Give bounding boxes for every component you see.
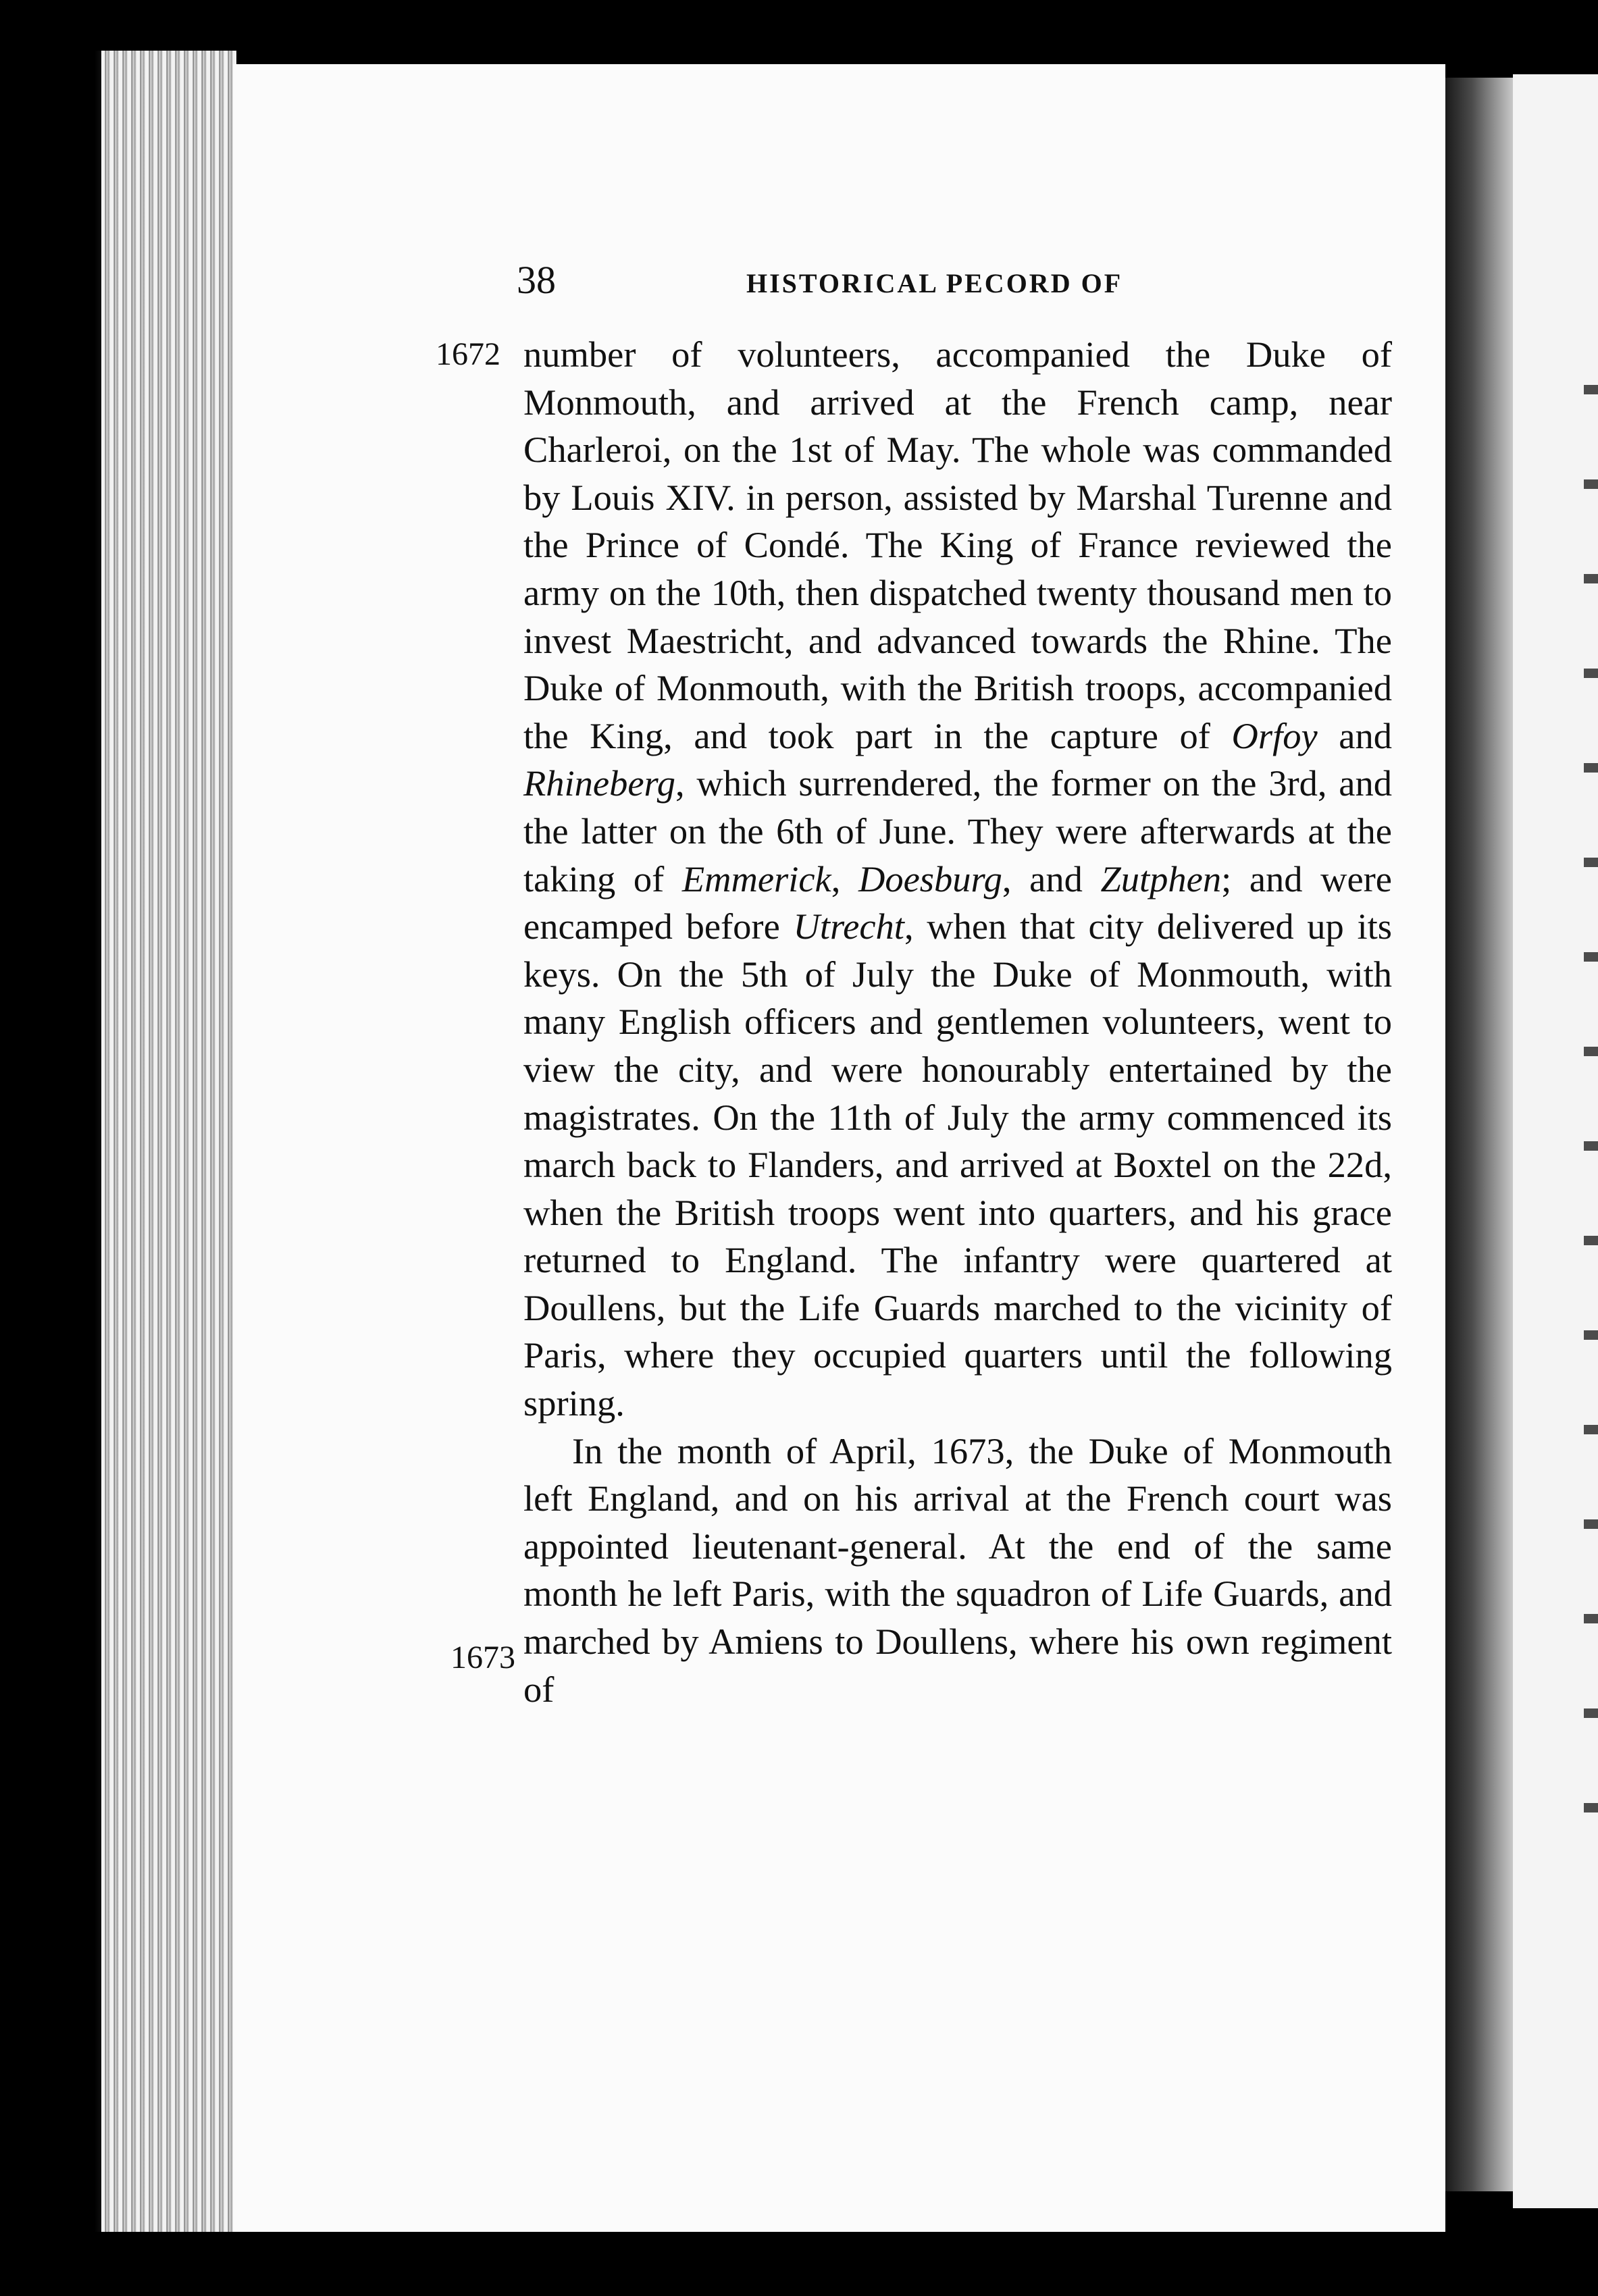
paragraph-text: , which surrendered, the former on the 3rd, and the latter on the 6th of June. They were afterwards at the taking of <box>523 762 1392 899</box>
paragraph-text: , <box>831 858 841 899</box>
paragraph-2 <box>523 1428 1392 1714</box>
book-page <box>233 64 1445 2232</box>
place-name: Orfoy <box>1231 714 1318 756</box>
body-text <box>523 331 1392 1713</box>
book-fore-edge <box>101 51 236 2232</box>
page-number: 38 <box>517 258 556 302</box>
place-name: Utrecht <box>793 906 904 947</box>
page-header <box>233 253 1445 307</box>
paragraph-1 <box>523 331 1392 1428</box>
paragraph-text: number of volunteers, accompanied the Duke of Monmouth, and arrived at the French camp, near Charleroi, on the 1st of May. The whole was commanded by Louis XIV. in person, assisted by Marshal Turenne and the Prince of Condé. The King of France reviewed the army on the 10th, then dispatched twenty thousand men to invest Maestricht, and advanced towards the Rhine. The Duke of Monmouth, with the British troops, accompanied the King, and took part in the capture of <box>523 334 1392 756</box>
paragraph-text: and <box>1339 714 1392 756</box>
margin-year-1673: 1673 <box>450 1640 515 1675</box>
facing-page-text-fragments <box>1584 338 1598 1891</box>
paragraph-text: , and <box>1002 858 1083 899</box>
margin-year-1672: 1672 <box>436 336 500 372</box>
paragraph-text: ; and were encamped before <box>523 858 1392 947</box>
paragraph-text: In the month of April, 1673, the Duke of Monmouth left England, and on his arrival at the French court was appointed lieutenant-general. At the end of the same month he left Paris, with the squadron of Life Guards, and marched by Amiens to Doullens, where his own regiment of <box>523 1430 1392 1710</box>
place-name: Doesburg <box>858 858 1002 899</box>
place-name: Rhineberg <box>523 762 675 804</box>
book-gutter <box>1445 78 1520 2191</box>
running-head: HISTORICAL PECORD OF <box>746 268 1123 298</box>
paragraph-text: , when that city delivered up its keys. On the 5th of July the Duke of Monmouth, with many English officers and gentlemen volunteers, went to view the city, and were honourably entertained by the magistrates. On the 11th of July the army commenced its march back to Flanders, and arrived at Boxtel on the 22d, when the British troops went into quarters, and his grace returned to England. The infantry were quartered at Doullens, but the Life Guards marched to the vicinity of Paris, where they occupied quarters until the following spring. <box>523 906 1393 1424</box>
place-name: Emmerick <box>681 858 831 899</box>
place-name: Zutphen <box>1100 858 1222 899</box>
